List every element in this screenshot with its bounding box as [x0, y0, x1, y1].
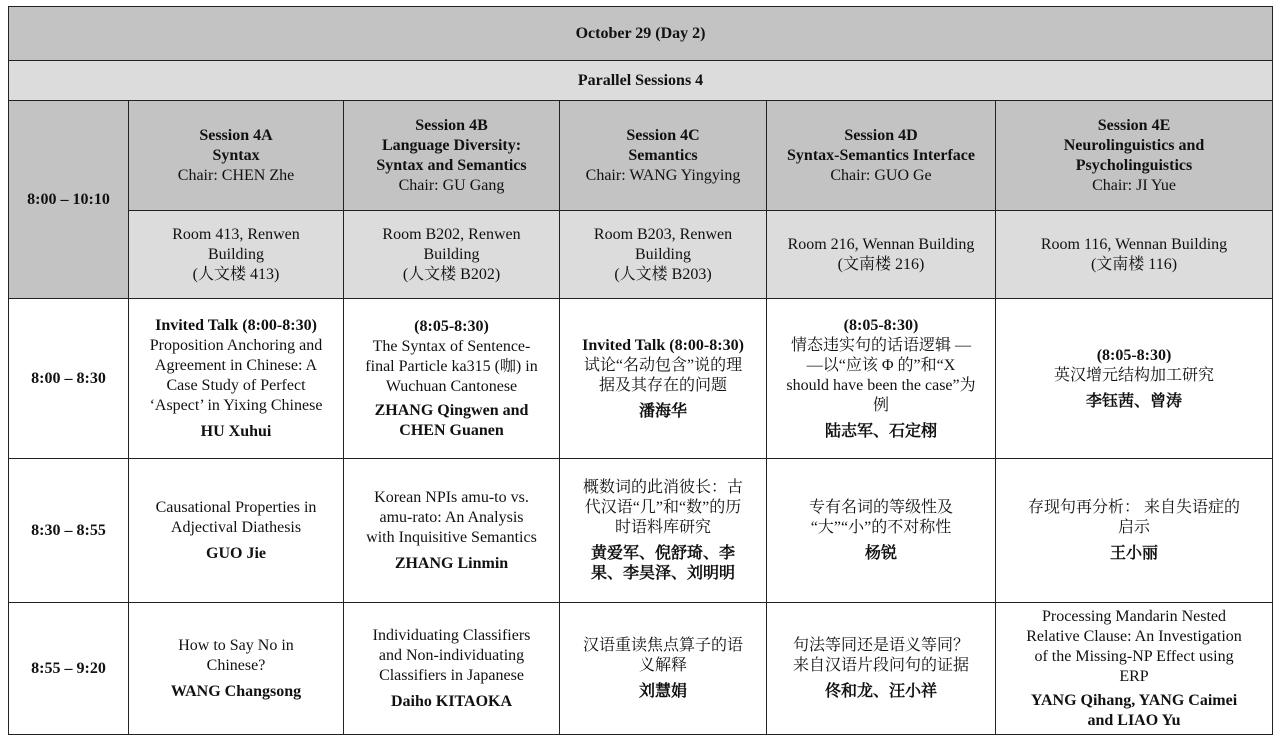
talk-header: Invited Talk (8:00-8:30) — [155, 316, 317, 334]
talk-author: 陆志军、石定栩 — [824, 422, 937, 440]
slot-row — [9, 459, 1273, 603]
talk-header: (8:05-8:30) — [1096, 346, 1172, 364]
talk-cell — [560, 459, 767, 603]
session-cell — [560, 101, 767, 211]
talk-author: 黄爱军、倪舒琦、李 — [590, 544, 735, 562]
talk-author: 佟和龙、汪小祥 — [824, 682, 937, 700]
talk-cell — [129, 299, 344, 459]
room-line: (文南楼 216) — [837, 255, 925, 273]
talk-title-line: 试论“名动包含”说的理 — [583, 356, 743, 374]
talk-title-line: of the Missing-NP Effect using — [1034, 647, 1234, 665]
room-cell — [996, 211, 1273, 299]
talk-title-line: Korean NPIs amu-to vs. — [374, 488, 529, 506]
talk-cell — [996, 459, 1273, 603]
slot-row — [9, 603, 1273, 735]
talk-author: HU Xuhui — [200, 422, 272, 440]
session-code: Session 4E — [1097, 116, 1171, 134]
talk-header: (8:05-8:30) — [414, 317, 489, 335]
room-line: (人文楼 B203) — [614, 265, 712, 283]
slot-time: 8:55 – 9:20 — [9, 603, 129, 735]
talk-title-line: Proposition Anchoring and — [149, 336, 323, 354]
talk-title-line: Classifiers in Japanese — [379, 666, 524, 684]
room-cell — [767, 211, 996, 299]
session-chair: Chair: GUO Ge — [830, 166, 932, 184]
talk-cell — [129, 603, 344, 735]
talk-title-line: “大”“小”的不对称性 — [810, 518, 952, 536]
day-header-row — [9, 7, 1273, 61]
talk-author: 李钰茜、曾涛 — [1086, 392, 1183, 410]
talk-author: ZHANG Qingwen and — [374, 401, 529, 419]
slot-time: 8:30 – 8:55 — [9, 459, 129, 603]
talk-title-line: Relative Clause: An Investigation — [1026, 627, 1242, 645]
talk-title-line: 存现句再分析： 来自失语症的 — [1028, 498, 1241, 516]
talk-cell — [129, 459, 344, 603]
room-cell — [129, 211, 344, 299]
talk-cell — [996, 299, 1273, 459]
talk-author: 潘海华 — [638, 402, 687, 420]
session-name: Syntax — [212, 146, 260, 164]
parallel-header-row — [9, 61, 1273, 101]
room-cell — [560, 211, 767, 299]
talk-title-line: should have been the case”为 — [786, 376, 976, 394]
session-name: Syntax and Semantics — [376, 156, 527, 174]
session-chair: Chair: JI Yue — [1092, 176, 1176, 194]
session-time: 8:00 – 10:10 — [9, 101, 129, 299]
talk-author: 王小丽 — [1110, 544, 1159, 562]
talk-cell — [767, 603, 996, 735]
talk-author: WANG Changsong — [170, 682, 302, 700]
talk-title-line: The Syntax of Sentence- — [372, 337, 531, 355]
room-line: Building — [423, 245, 480, 263]
talk-title-line: 概数词的此消彼长：古 — [582, 478, 743, 496]
talk-title-line: 专有名词的等级性及 — [808, 498, 953, 516]
talk-cell — [344, 459, 560, 603]
talk-author: CHEN Guanen — [399, 421, 504, 439]
talk-title-line: ERP — [1119, 667, 1149, 685]
session-cell — [344, 101, 560, 211]
session-name: Semantics — [628, 146, 698, 164]
room-line: (人文楼 B202) — [402, 265, 501, 283]
talk-title-line: amu-rato: An Analysis — [379, 508, 524, 526]
talk-title-line: 据及其存在的问题 — [598, 376, 727, 394]
slot-time: 8:00 – 8:30 — [9, 299, 129, 459]
session-name: Language Diversity: — [381, 136, 522, 154]
session-name: Neurolinguistics and — [1063, 136, 1205, 154]
talk-title-line: 代汉语“几”和“数”的历 — [584, 498, 742, 516]
talk-cell — [767, 299, 996, 459]
talk-title-line: 情态违实句的话语逻辑 — — [790, 336, 971, 354]
talk-title-line: Causational Properties in — [155, 498, 317, 516]
room-cell — [344, 211, 560, 299]
session-chair: Chair: CHEN Zhe — [177, 166, 295, 184]
talk-title-line: 汉语重读焦点算子的语 — [582, 636, 743, 654]
parallel-sessions-title: Parallel Sessions 4 — [9, 61, 1273, 101]
session-code: Session 4B — [415, 116, 488, 134]
talk-title-line: Individuating Classifiers — [372, 626, 531, 644]
talk-header: (8:05-8:30) — [843, 316, 919, 334]
room-line: Room 216, Wennan Building — [787, 235, 975, 253]
session-code: Session 4D — [844, 126, 918, 144]
talk-author: and LIAO Yu — [1087, 711, 1181, 729]
session-info-row — [9, 101, 1273, 211]
talk-cell — [996, 603, 1273, 735]
session-name: Psycholinguistics — [1075, 156, 1193, 174]
schedule-table — [8, 6, 1273, 735]
slot-row — [9, 299, 1273, 459]
talk-author: 刘慧娟 — [638, 682, 687, 700]
talk-title-line: and Non-individuating — [378, 646, 525, 664]
talk-cell — [344, 299, 560, 459]
talk-title-line: 例 — [872, 396, 889, 414]
talk-title-line: Adjectival Diathesis — [170, 518, 302, 536]
talk-title-line: Wuchuan Cantonese — [385, 377, 518, 395]
talk-title-line: Case Study of Perfect — [166, 376, 306, 394]
talk-title-line: 英汉增元结构加工研究 — [1054, 366, 1215, 384]
talk-title-line: Processing Mandarin Nested — [1042, 607, 1226, 625]
session-cell — [996, 101, 1273, 211]
room-line: (人文楼 413) — [192, 265, 280, 283]
room-line: Room 116, Wennan Building — [1040, 235, 1228, 253]
talk-cell — [767, 459, 996, 603]
session-code: Session 4C — [626, 126, 700, 144]
session-chair: Chair: GU Gang — [398, 176, 505, 194]
room-line: Building — [634, 245, 691, 263]
talk-header: Invited Talk (8:00-8:30) — [582, 336, 744, 354]
talk-title-line: 时语料库研究 — [614, 518, 711, 536]
talk-title-line: with Inquisitive Semantics — [366, 528, 537, 546]
talk-title-line: Agreement in Chinese: A — [154, 356, 318, 374]
talk-title-line: 启示 — [1118, 518, 1151, 536]
talk-author: 果、李昊泽、刘明明 — [590, 564, 735, 582]
talk-title-line: Chinese? — [206, 656, 266, 674]
talk-author: YANG Qihang, YANG Caimei — [1030, 691, 1238, 709]
session-chair: Chair: WANG Yingying — [585, 166, 741, 184]
session-code: Session 4A — [199, 126, 273, 144]
talk-author: GUO Jie — [206, 544, 266, 562]
talk-title-line: —以“应该 Φ 的”和“X — [806, 356, 956, 374]
talk-author: 杨锐 — [864, 544, 897, 562]
room-line: Room B202, Renwen — [382, 225, 521, 243]
talk-title-line: How to Say No in — [178, 636, 294, 654]
talk-title-line: ‘Aspect’ in Yixing Chinese — [149, 396, 323, 414]
talk-author: ZHANG Linmin — [394, 554, 509, 572]
talk-title-line: 义解释 — [638, 656, 687, 674]
room-line: Room B203, Renwen — [593, 225, 733, 243]
talk-title-line: 来自汉语片段问句的证据 — [792, 656, 969, 674]
session-cell — [129, 101, 344, 211]
talk-title-line: 句法等同还是语义等同？ — [792, 636, 969, 654]
room-row — [9, 211, 1273, 299]
talk-cell — [560, 603, 767, 735]
room-line: Building — [207, 245, 264, 263]
session-name: Syntax-Semantics Interface — [787, 146, 975, 164]
talk-author: Daiho KITAOKA — [390, 692, 513, 710]
day-title: October 29 (Day 2) — [9, 7, 1273, 61]
session-cell — [767, 101, 996, 211]
talk-cell — [560, 299, 767, 459]
room-line: Room 413, Renwen — [172, 225, 300, 243]
room-line: (文南楼 116) — [1090, 255, 1178, 273]
talk-cell — [344, 603, 560, 735]
talk-title-line: final Particle ka315 (咖) in — [365, 357, 538, 375]
